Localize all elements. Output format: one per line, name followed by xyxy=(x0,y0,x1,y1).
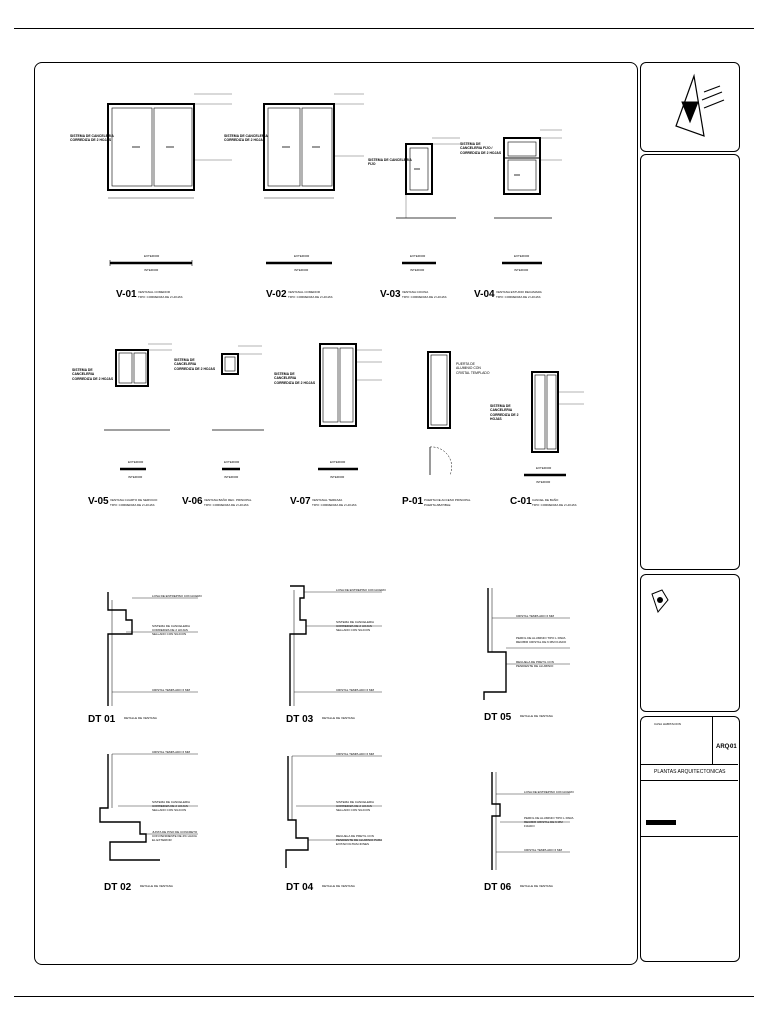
v03-interior: INTERIOR xyxy=(410,268,425,272)
v07-code: V-07 xyxy=(290,496,311,507)
dt04-title: DETALLE DE VENTANA xyxy=(322,884,355,888)
v07-subtitle: TIPO: CORREDIZA DE 2 HOJAS xyxy=(312,503,357,507)
dt04-note-3: REGUELA DE PRETIL CON PENDIENTE DE ALUMINIO PARA EVITAR FILTRACIONES xyxy=(336,834,382,846)
v05-interior: INTERIOR xyxy=(128,475,143,479)
dt04-note-2: SISTEMA DE CANCELERIA CORREDIZA DE 2 HOJAS SELLADO CON SILICON xyxy=(336,800,374,812)
v07-title: VENTANAL TERRAZA xyxy=(312,498,343,502)
p01-note: PUERTA DE ALUMINIO CON CRISTAL TEMPLADO xyxy=(456,362,490,375)
v01-title: VENTANAL COMEDOR xyxy=(138,290,171,294)
c01-exterior: EXTERIOR xyxy=(536,466,552,470)
dt01-note-2: SISTEMA DE CANCELERIA CORREDIZA DE 2 HOJAS SELLADO CON SILICON xyxy=(152,624,190,636)
dt05-note-2: PERFIL DE ALUMINIO TIPO L PARA RECIBIR CRISTAL DE 6 MM FIJADO xyxy=(516,636,567,644)
dt01-title: DETALLE DE VENTANA xyxy=(124,716,157,720)
dt02-note-2: SISTEMA DE CANCELERIA CORREDIZA DE 2 HOJAS SELLADO CON SILICON xyxy=(152,800,190,812)
c01-subtitle: TIPO: CORREDIZA DE 2 HOJAS xyxy=(532,503,577,507)
sheet-code: ARQ- xyxy=(716,744,732,750)
v01-note: SISTEMA DE CANCELERIA CORREDIZA DE 2 HOJAS xyxy=(70,134,114,143)
dt06-note-2: PERFIL DE ALUMINIO TIPO L PARA RECIBIR CRISTAL DE 6 MM FIJADO xyxy=(524,816,574,828)
c01-code: C-01 xyxy=(510,496,532,507)
dt03-code: DT 03 xyxy=(286,714,314,725)
dt05-title: DETALLE DE VENTANA xyxy=(520,714,553,718)
v03-subtitle: TIPO: CORREDIZA DE 2 HOJAS xyxy=(402,295,447,299)
dt06-code: DT 06 xyxy=(484,882,512,893)
v03-exterior: EXTERIOR xyxy=(410,254,426,258)
project-name: CASA HABITACION xyxy=(654,722,681,726)
v01-code: V-01 xyxy=(116,289,137,300)
v03-code: V-03 xyxy=(380,289,401,300)
dt06-note-1: LOSA DE ENTREPISO CON ACERO xyxy=(524,790,574,794)
v03-note: SISTEMA DE CANCELERIA FIJO xyxy=(368,158,412,167)
dt02-note-3: JUNTA DE PISO DE CONCRETO CON PENDIENTE DE 2% HACIA EL EXTERIOR xyxy=(152,830,198,842)
sheet-code-cell xyxy=(712,716,738,765)
v06-code: V-06 xyxy=(182,496,203,507)
dt02-title: DETALLE DE VENTANA xyxy=(140,884,173,888)
dt05-note-3: REGUELA DE PRETIL CON PENDIENTE DE ALUMINIO xyxy=(516,660,554,668)
v05-exterior: EXTERIOR xyxy=(128,460,144,464)
v06-exterior: EXTERIOR xyxy=(224,460,240,464)
dt03-title: DETALLE DE VENTANA xyxy=(322,716,355,720)
v03-title: VENTANA COCINA xyxy=(402,290,429,294)
v02-note: SISTEMA DE CANCELERIA CORREDIZA DE 2 HOJAS xyxy=(224,134,268,143)
v02-exterior: EXTERIOR xyxy=(294,254,310,258)
v05-code: V-05 xyxy=(88,496,109,507)
dt02-note-1: CRISTAL TEMPLADO 6 MM xyxy=(152,750,190,754)
dt02-code: DT 02 xyxy=(104,882,132,893)
v07-note: SISTEMA DE CANCELERIA CORREDIZA DE 2 HOJAS xyxy=(274,372,316,385)
dt03-note-3: CRISTAL TEMPLADO 6 MM xyxy=(336,688,374,692)
dt03-note-2: SISTEMA DE CANCELERIA CORREDIZA DE 2 HOJAS SELLADO CON SILICON xyxy=(336,620,374,632)
p01-code: P-01 xyxy=(402,496,424,507)
dt05-code: DT 05 xyxy=(484,712,512,723)
v04-subtitle: TIPO: CORREDIZA DE 2 HOJAS xyxy=(496,295,541,299)
v02-interior: INTERIOR xyxy=(294,268,309,272)
v02-code: V-02 xyxy=(266,289,287,300)
sheet-title: PLANTAS ARQUITECTONICAS xyxy=(654,769,726,775)
dt05-note-1: CRISTAL TEMPLADO 6 MM xyxy=(516,614,554,618)
v04-title: VENTANA ESTUDIO RECAMARA xyxy=(496,290,542,294)
dt01-note-3: CRISTAL TEMPLADO 6 MM xyxy=(152,688,190,692)
v05-title: VENTANA CUARTO DE SERVICIO xyxy=(110,498,158,502)
v06-interior: INTERIOR xyxy=(224,475,239,479)
compass-logo-icon xyxy=(664,72,744,152)
dt06-title: DETALLE DE VENTANA xyxy=(520,884,553,888)
v06-subtitle: TIPO: CORREDIZA DE 2 HOJAS xyxy=(204,503,249,507)
dt04-code: DT 04 xyxy=(286,882,314,893)
v05-note: SISTEMA DE CANCELERIA CORREDIZA DE 2 HOJAS xyxy=(72,368,114,381)
scale-bar xyxy=(646,820,676,825)
c01-note: SISTEMA DE CANCELERIA CORREDIZA DE 2 HOJAS xyxy=(490,404,519,421)
dt01-code: DT 01 xyxy=(88,714,116,725)
v01-exterior: EXTERIOR xyxy=(144,254,160,258)
v06-note: SISTEMA DE CANCELERIA CORREDIZA DE 2 HOJAS xyxy=(174,358,216,371)
sheet-number: 01 xyxy=(730,744,737,750)
v04-interior: INTERIOR xyxy=(514,268,529,272)
dt01-note-1: LOSA DE ENTREPISO CON ACERO xyxy=(152,594,202,598)
dt04-note-1: CRISTAL TEMPLADO 6 MM xyxy=(336,752,374,756)
p01-subtitle: PUERTA ABATIBLE xyxy=(424,503,451,507)
dt03-note-1: LOSA DE ENTREPISO CON ACERO xyxy=(336,588,386,592)
p01-title: PUERTA DE ACCESO PRINCIPAL xyxy=(424,498,471,502)
v01-interior: INTERIOR xyxy=(144,268,159,272)
v04-note: SISTEMA DE CANCELERIA FIJO / CORREDIZA DE 2 HOJAS xyxy=(460,142,502,155)
authors-cell xyxy=(640,780,738,837)
v02-subtitle: TIPO: CORREDIZA DE 2 HOJAS xyxy=(288,295,333,299)
c01-interior: INTERIOR xyxy=(536,480,551,484)
v05-subtitle: TIPO: CORREDIZA DE 2 HOJAS xyxy=(110,503,155,507)
v04-code: V-04 xyxy=(474,289,495,300)
dt06-note-3: CRISTAL TEMPLADO 6 MM xyxy=(524,848,562,852)
v02-title: VENTANAL COMEDOR xyxy=(288,290,321,294)
v01-subtitle: TIPO: CORREDIZA DE 2 HOJAS xyxy=(138,295,183,299)
v06-title: VENTANA BAÑO REC. PRINCIPAL xyxy=(204,498,252,502)
notes-cell xyxy=(640,836,738,960)
v04-exterior: EXTERIOR xyxy=(514,254,530,258)
location-map-icon xyxy=(648,588,678,618)
v07-interior: INTERIOR xyxy=(330,475,345,479)
title-block-notes-panel xyxy=(640,154,740,570)
c01-title: CANCEL DE BAÑO xyxy=(532,498,559,502)
v07-exterior: EXTERIOR xyxy=(330,460,346,464)
